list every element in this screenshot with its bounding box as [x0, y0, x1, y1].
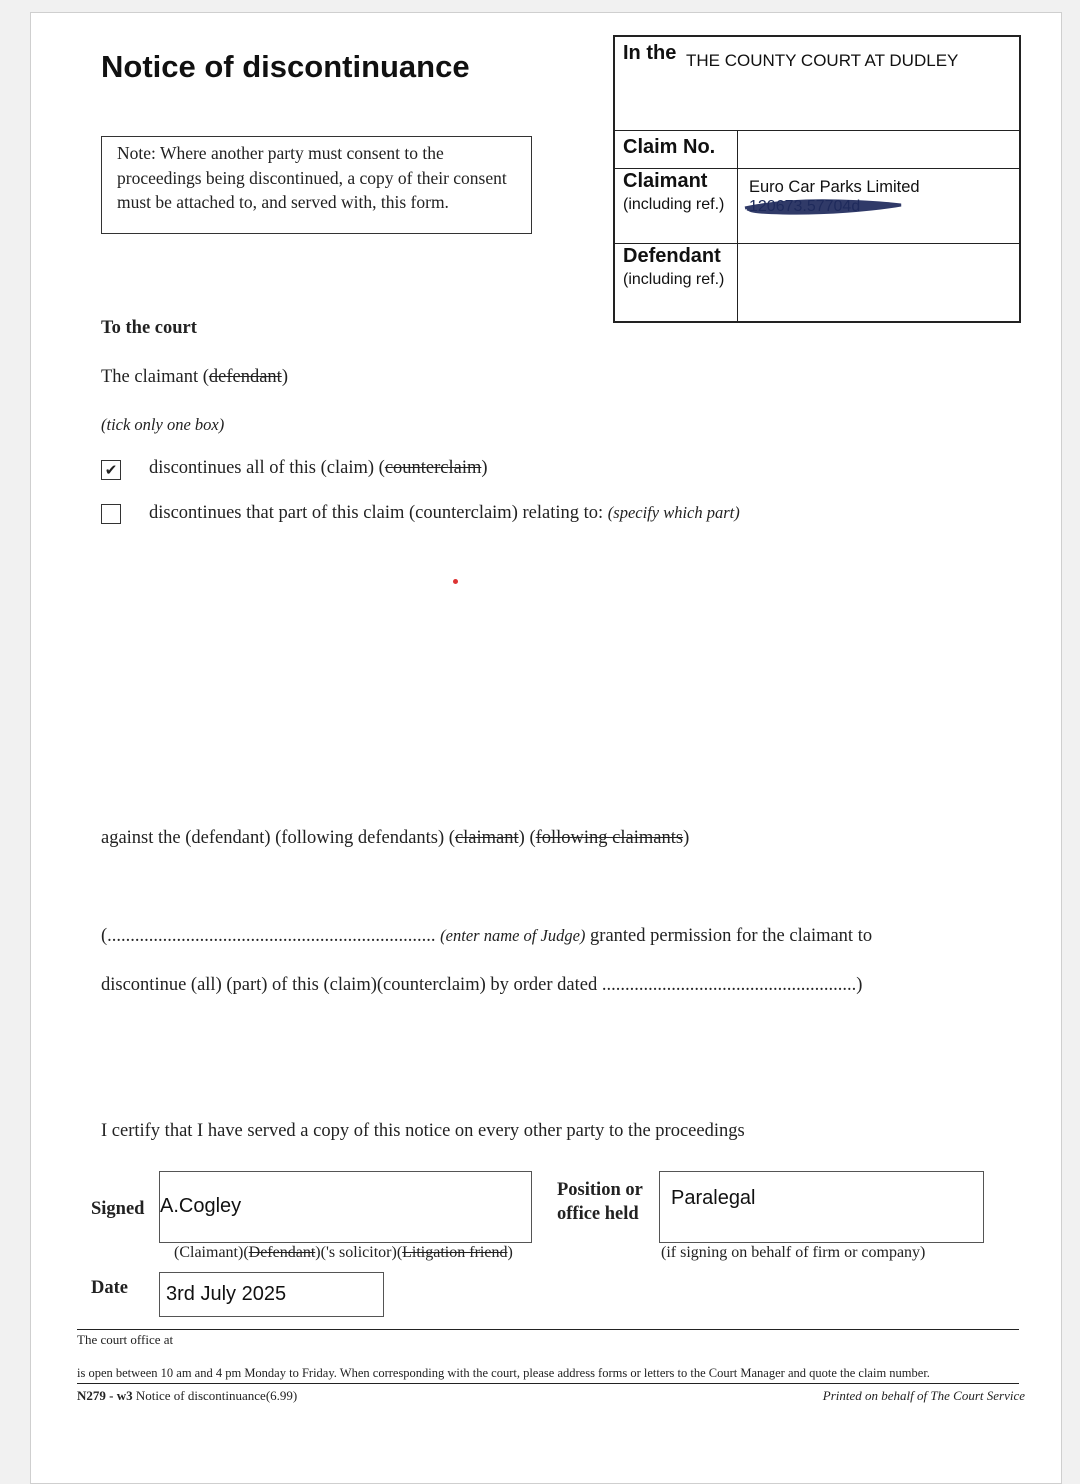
against-statement: against the (defendant) (following defendants) (claimant) (following claimants) — [101, 828, 690, 848]
defendant-sub-label: (including ref.) — [623, 271, 725, 288]
defendant-row — [615, 243, 1019, 319]
discontinue-all-checkbox[interactable] — [101, 460, 121, 480]
signed-label: Signed — [91, 1199, 145, 1219]
specify-part-area[interactable] — [101, 538, 1001, 808]
specify-part-hint: (specify which part) — [607, 503, 740, 522]
date-field[interactable] — [159, 1272, 384, 1317]
claim-no-row — [615, 130, 1019, 169]
court-row — [615, 37, 1019, 131]
opening-hours-text: is open between 10 am and 4 pm Monday to Friday. When corresponding with the court, please address forms or letters to the Court Manager and quote the claim number. — [77, 1366, 930, 1380]
form-reference — [77, 1388, 297, 1404]
position-hint: (if signing on behalf of firm or company) — [661, 1244, 926, 1261]
form-name: Notice of discontinuance(6.99) — [135, 1388, 298, 1403]
position-label: Position or office held — [557, 1180, 643, 1224]
court-name[interactable]: THE COUNTY COURT AT DUDLEY — [686, 51, 959, 70]
court-office-label: The court office at — [77, 1332, 174, 1347]
date-label: Date — [91, 1278, 128, 1298]
claimant-sub-label: (including ref.) — [623, 196, 725, 213]
defendant-label: Defendant — [623, 245, 721, 267]
printed-by: Printed on behalf of The Court Service — [822, 1388, 1025, 1403]
discontinue-all-label: discontinues all of this (claim) (counterclaim) — [149, 458, 488, 478]
date-value: 3rd July 2025 — [166, 1283, 287, 1305]
discontinue-part-label: discontinues that part of this claim (counterclaim) relating to: (specify which part) — [149, 503, 740, 523]
order-dated-line: discontinue (all) (part) of this (claim)(counterclaim) by order dated .......................................................) — [101, 975, 863, 995]
claim-no-label: Claim No. — [623, 136, 716, 158]
judge-name-hint: (enter name of Judge) — [440, 926, 586, 945]
position-field[interactable] — [659, 1171, 984, 1243]
claimant-name[interactable]: Euro Car Parks Limited — [749, 178, 920, 196]
to-court-heading: To the court — [101, 318, 197, 338]
form-title: Notice of discontinuance — [101, 49, 470, 84]
tick-instruction: (tick only one box) — [101, 415, 225, 434]
claimant-statement: The claimant (defendant) — [101, 367, 288, 387]
struck-following-claimants: following claimants — [535, 828, 684, 848]
form-page — [30, 12, 1062, 1484]
struck-defendant: defendant — [208, 367, 282, 387]
signature-field[interactable] — [159, 1171, 532, 1243]
redaction-scribble-icon — [743, 196, 905, 218]
signature-value: A.Cogley — [160, 1195, 242, 1217]
form-code: N279 - w3 — [77, 1388, 133, 1403]
footer-bottom-rule — [77, 1383, 1019, 1384]
consent-note: Note: Where another party must consent to the proceedings being discontinued, a copy of their consent must be attached to, and served with, this form. — [101, 136, 532, 234]
case-header-box — [613, 35, 1021, 323]
claimant-row — [615, 168, 1019, 244]
signatory-role: (Claimant)(Defendant)('s solicitor)(Litigation friend) — [174, 1244, 513, 1261]
judge-permission-line: (....................................................................... (enter name of Judge) granted permission for the claimant to — [101, 926, 873, 946]
discontinue-part-checkbox[interactable] — [101, 504, 121, 524]
struck-role-defendant: Defendant — [248, 1244, 316, 1261]
footer-top-rule — [77, 1329, 1019, 1330]
position-value: Paralegal — [671, 1187, 756, 1209]
struck-claimant: claimant — [454, 828, 519, 848]
in-the-label: In the — [623, 42, 677, 64]
check-mark-icon: ✔ — [104, 461, 118, 479]
header-divider — [737, 130, 738, 321]
struck-role-litigation-friend: Litigation friend — [402, 1244, 508, 1261]
certify-statement: I certify that I have served a copy of this notice on every other party to the proceedings — [101, 1121, 745, 1141]
struck-counterclaim: counterclaim — [384, 458, 482, 478]
claimant-label: Claimant — [623, 170, 708, 192]
